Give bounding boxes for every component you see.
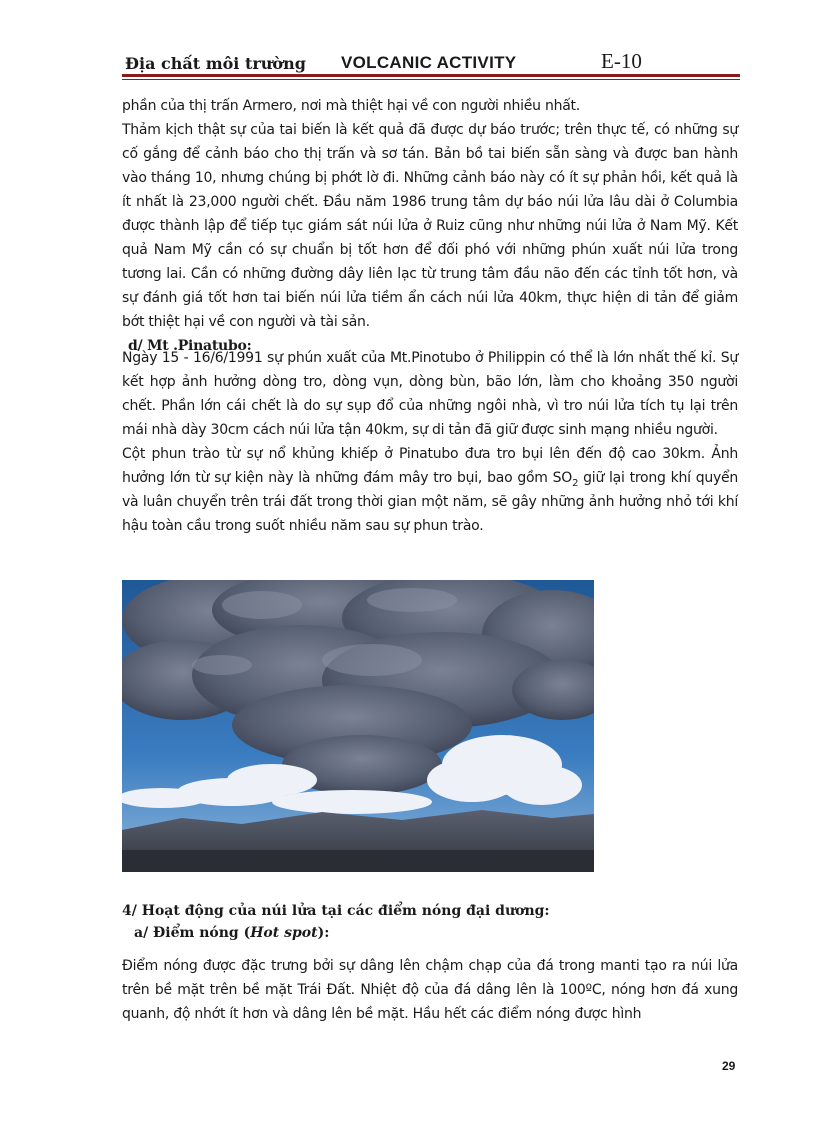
subheading-emphasis: Hot spot [250,925,318,941]
eruption-column-photo [122,580,594,872]
header-code: E-10 [601,49,642,73]
paragraph: Ngày 15 - 16/6/1991 sự phún xuất của Mt.Pinotubo ở Philippin có thể là lớn nhất thế kỉ. Sự kết hợp ảnh hưởng dòng tro, dòng vụn, dòng bùn, bão lớn, làm cho khoảng 350 người chết. Phần lớn cái chết là do sự sụp đổ của những ngôi nhà, vì tro núi lửa tích tụ lại trên mái nhà dày 30cm cách núi lửa tận 40km, sự di tản đã giữ được sinh mạng nhiều người. [122,350,738,438]
header-rule-thick [122,74,740,77]
paragraph-text: giữ lại trong khí quyển và luân chuyển trên trái đất trong thời gian một năm, sẽ gây những ảnh hưởng nhỏ tới khí hậu toàn cầu trong suốt nhiều năm sau sự phun trào. [122,470,738,534]
subsection-heading-a [122,922,738,944]
header-subject: Địa chất môi trường [125,54,306,73]
section-4-body [122,954,738,1026]
subheading-text: ): [317,925,330,941]
subheading-text: a/ Điểm nóng ( [134,925,251,941]
section-d-body [122,346,738,538]
paragraph: Thảm kịch thật sự của tai biến là kết quả đã được dự báo trước; trên thực tế, có những sự cố gắng để cảnh báo cho thị trấn và sơ tán. Bản bồ tai biến sẵn sàng và được ban hành vào tháng 10, nhưng chúng bị phớt lờ đi. Những cảnh báo này có ít sự phản hồi, kết quả là ít nhất là 23,000 người chết. Đầu năm 1986 trung tâm dự báo núi lửa lâu dài ở Columbia được thành lập để tiếp tục giám sát núi lửa ở Ruiz cũng như những núi lửa ở Nam Mỹ. Kết quả Nam Mỹ cần có sự chuẩn bị tốt hơn để đối phó với những phún xuất núi lửa trong tương lai. Cần có những đường dây liên lạc từ trung tâm đầu não đến các tỉnh tốt hơn, và sự đánh giá tốt hơn tai biến núi lửa tiềm ẩn cách núi lửa 40km, thực hiện di tản để giảm bớt thiệt hại về con người và tài sản. [122,122,738,330]
paragraph [122,442,738,538]
section-heading-d: d/ Mt .Pinatubo: [128,338,252,354]
paragraph: Điểm nóng được đặc trưng bởi sự dâng lên chậm chạp của đá trong manti tạo ra núi lửa trên bề mặt trên bề mặt Trái Đất. Nhiệt độ của đá dâng lên là 100ºC, nóng hơn đá xung quanh, độ nhớt ít hơn và dâng lên bề mặt. Hầu hết các điểm nóng được hình [122,958,738,1022]
header-title: VOLCANIC ACTIVITY [341,53,517,72]
paragraph: phần của thị trấn Armero, nơi mà thiệt hại về con người nhiều nhất. [122,98,580,114]
subscript: 2 [572,477,579,489]
page-number: 29 [722,1059,736,1073]
paragraph-text: Cột phun trào từ sự nổ khủng khiếp ở Pinatubo đưa tro bụi lên đến độ cao 30km. Ảnh hưởng lớn từ sự kiện này là những đám mây tro bụi, bao gồm SO [122,446,738,486]
header-rule-thin [122,79,740,80]
section-heading-4: 4/ Hoạt động của núi lửa tại các điểm nóng đại dương: [122,903,550,919]
top-paragraphs [122,94,738,358]
section-4-heading-block [122,900,738,944]
